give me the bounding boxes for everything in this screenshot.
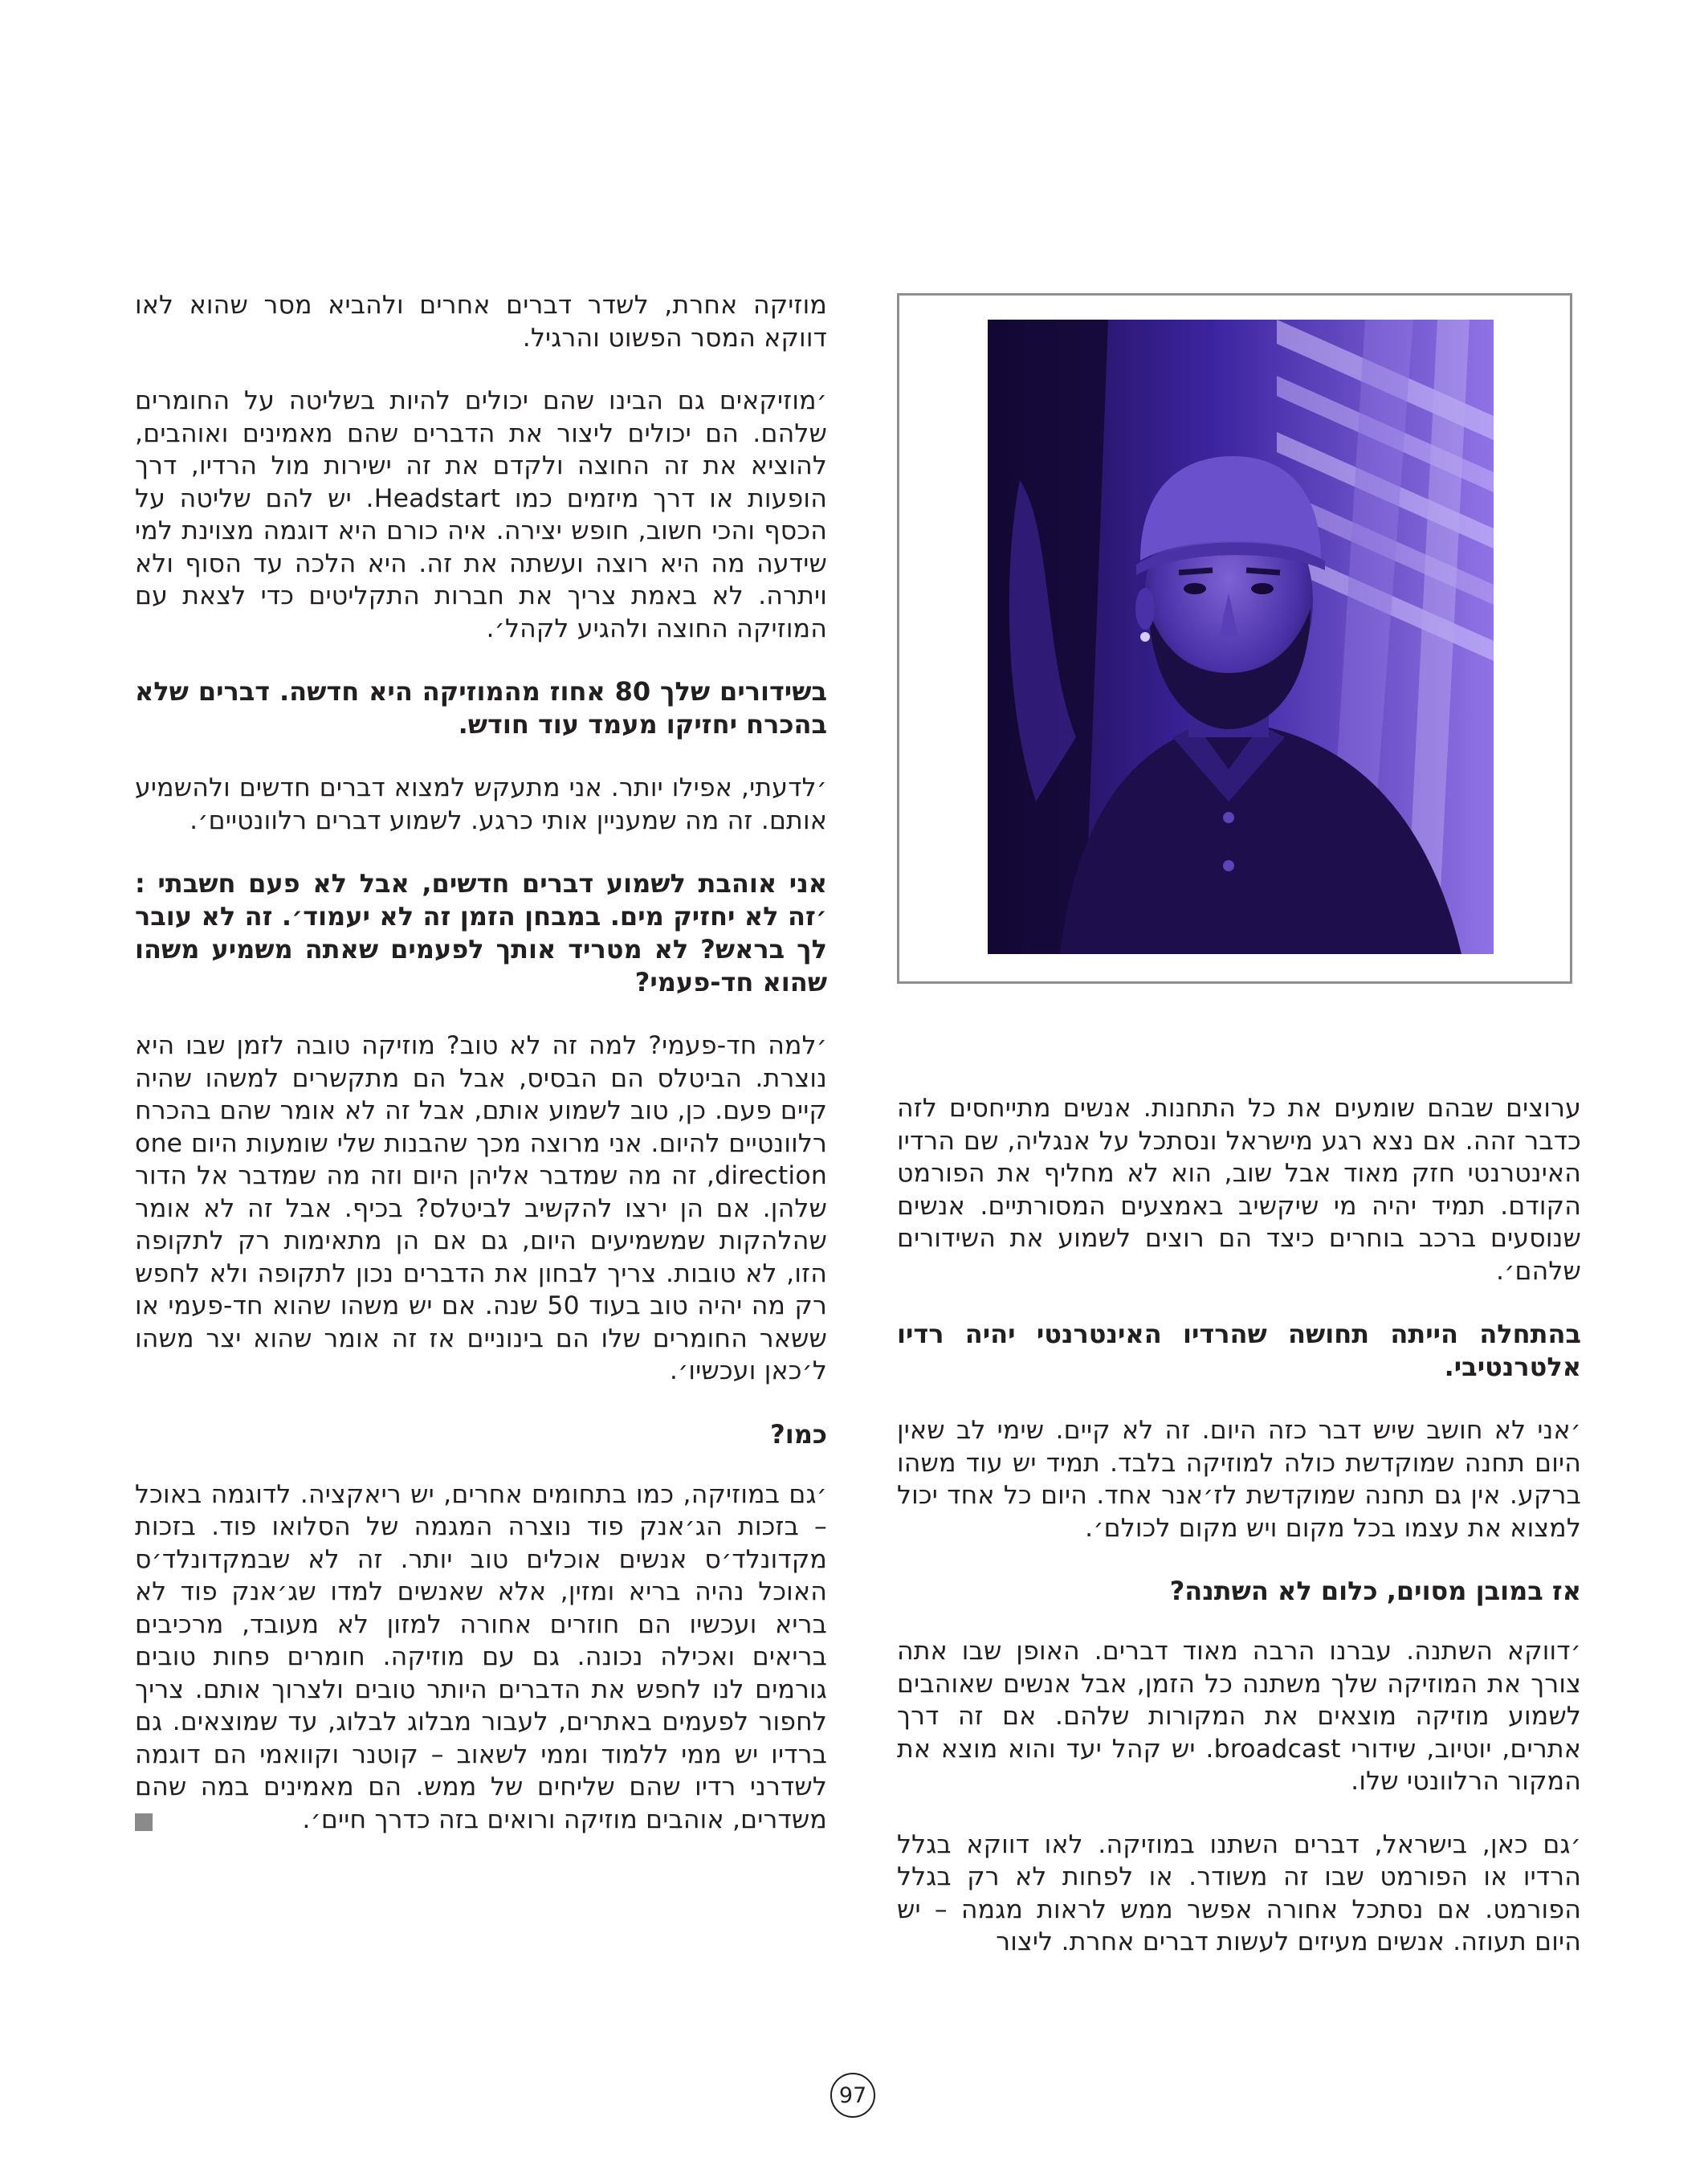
right-column bbox=[897, 1092, 1581, 1989]
interview-question: בהתחלה הייתה תחושה שהרדיו האינטרנטי יהיה רדיו אלטרנטיבי. bbox=[897, 1319, 1581, 1382]
paragraph: מוזיקה אחרת, לשדר דברים אחרים ולהביא מסר שהוא לאו דווקא המסר הפשוט והרגיל. bbox=[135, 291, 827, 353]
left-column bbox=[135, 289, 827, 1866]
paragraph: ׳דווקא השתנה. עברנו הרבה מאוד דברים. האופן שבו אתה צורך את המוזיקה שלך משתנה כל הזמן, אבל אנשים שאוהבים לשמוע מוזיקה מוצאים את המקורות שלהם. אם זה דרך אתרים, יוטיוב, שידורי broadcast. יש קהל יעד והוא מוצא את המקור הרלוונטי שלו. bbox=[897, 1637, 1581, 1796]
paragraph: ׳למה חד-פעמי? למה זה לא טוב? מוזיקה טובה לזמן שבו היא נוצרת. הביטלס הם הבסיס, אבל הם מתקשרים למשהו שהיה קיים פעם. כן, טוב לשמוע אותם, אבל זה לא אומר שהם בהכרח רלוונטיים להיום. אני מרוצה מכך שהבנות שלי שומעות היום one direction, זה מה שמדבר אליהן היום וזה מה שמדבר אל הדור שלהן. אם הן ירצו להקשיב לביטלס? בכיף. אבל זה לא אומר שהלהקות שמשמיעים היום, גם אם הן מתאימות רק לתקופה הזו, לא טובות. צריך לבחון את הדברים נכון לתקופה ולא לחפש רק מה יהיה טוב בעוד 50 שנה. אם יש משהו שהוא חד-פעמי או ששאר החומרים שלו הם בינוניים אז זה אומר שהוא יצר משהו ל׳כאן ועכשיו׳. bbox=[135, 1031, 828, 1385]
interview-question: בשידורים שלך 80 אחוז מהמוזיקה היא חדשה. דברים שלא בהכרח יחזיקו מעמד עוד חודש. bbox=[135, 676, 827, 740]
end-square-icon bbox=[135, 1813, 153, 1831]
paragraph: ׳מוזיקאים גם הבינו שהם יכולים להיות בשליטה על החומרים שלהם. הם יכולים ליצור את הדברים שהם מאמינים ואוהבים, להוציא את זה החוצה ולקדם את זה ישירות מול הרדיו, דרך הופעות או דרך מיזמים כמו Headstart. יש להם שליטה על הכסף והכי חשוב, חופש יצירה. איה כורם היא דוגמה מצוינת למי שידעה מה היא רוצה ועשתה את זה. היא הלכה עד הסוף ולא ויתרה. לא באמת צריך את חברות התקליטים כדי לצאת עם המוזיקה החוצה ולהגיע לקהל׳. bbox=[135, 386, 827, 643]
interview-question: כמו? bbox=[770, 1418, 827, 1450]
paragraph: ערוצים שבהם שומעים את כל התחנות. אנשים מתייחסים לזה כדבר זהה. אם נצא רגע מישראל ונסתכל על אנגליה, שם הרדיו האינטרנטי חזק מאוד אבל שוב, הוא לא מחליף את הפורמט הקודם. תמיד יהיה מי שיקשיב באמצעים המסורתיים. אנשים שנוסעים ברכב בוחרים כיצד הם רוצים לשמוע את השידורים שלהם׳. bbox=[897, 1094, 1581, 1286]
paragraph-text: ׳גם במוזיקה, כמו בתחומים אחרים, יש ריאקציה. לדוגמה באוכל – בזכות הג׳אנק פוד נוצרה המגמה של הסלואו פוד. בזכות מקדונלד׳ס אנשים אוכלים טוב יותר. זה לא שבמקדונלד׳ס האוכל נהיה בריא ומזין, אלא שאנשים למדו שג׳אנק פוד לא בריא ועכשיו הם חוזרים אחורה למזון לא מעובד, מרכיבים בריאים ואכילה נכונה. גם עם מוזיקה. חומרים פחות טובים גורמים לנו לחפש את הדברים היותר טובים ולצרוך אותם. צריך לחפור לפעמים באתרים, לעבור מבלוג לבלוג, עד שמוצאים. גם ברדיו יש ממי ללמוד וממי לשאוב – קוטנר וקוואמי הם דוגמה לשדרני רדיו שהם שליחים של ממש. הם מאמינים במה שהם משדרים, אוהבים מוזיקה ורואים בזה כדרך חיים׳. bbox=[135, 1479, 827, 1834]
page-number: 97 bbox=[830, 2073, 875, 2118]
paragraph-final bbox=[135, 1478, 827, 1837]
photo-frame bbox=[897, 293, 1572, 984]
paragraph: ׳אני לא חושב שיש דבר כזה היום. זה לא קיים. שימי לב שאין היום תחנה שמוקדשת כולה למוזיקה בלבד. תמיד יש עוד משהו ברקע. אין גם תחנה שמוקדשת לז׳אנר אחד. היום כל אחד יכול למצוא את עצמו בכל מקום ויש מקום לכולם׳. bbox=[897, 1416, 1581, 1543]
paragraph: ׳לדעתי, אפילו יותר. אני מתעקש למצוא דברים חדשים ולהשמיע אותם. זה מה שמעניין אותי כרגע. לשמוע דברים רלוונטיים׳. bbox=[135, 773, 827, 835]
interview-question: אני אוהבת לשמוע דברים חדשים, אבל לא פעם חשבתי : ׳זה לא יחזיק מים. במבחן הזמן זה לא יעמוד׳. זה לא עובר לך בראש? לא מטריד אותך לפעמים שאתה משמיע משהו שהוא חד-פעמי? bbox=[135, 868, 827, 997]
portrait-photo bbox=[988, 320, 1494, 954]
interview-question: אז במובן מסוים, כלום לא השתנה? bbox=[1169, 1576, 1581, 1606]
paragraph: ׳גם כאן, בישראל, דברים השתנו במוזיקה. לאו דווקא בגלל הרדיו או הפורמט שבו זה משודר. או לפחות לא רק בגלל הפורמט. אם נסתכל אחורה אפשר ממש לראות מגמה – יש היום תעוזה. אנשים מעיזים לעשות דברים אחרת. ליצור bbox=[897, 1829, 1581, 1956]
